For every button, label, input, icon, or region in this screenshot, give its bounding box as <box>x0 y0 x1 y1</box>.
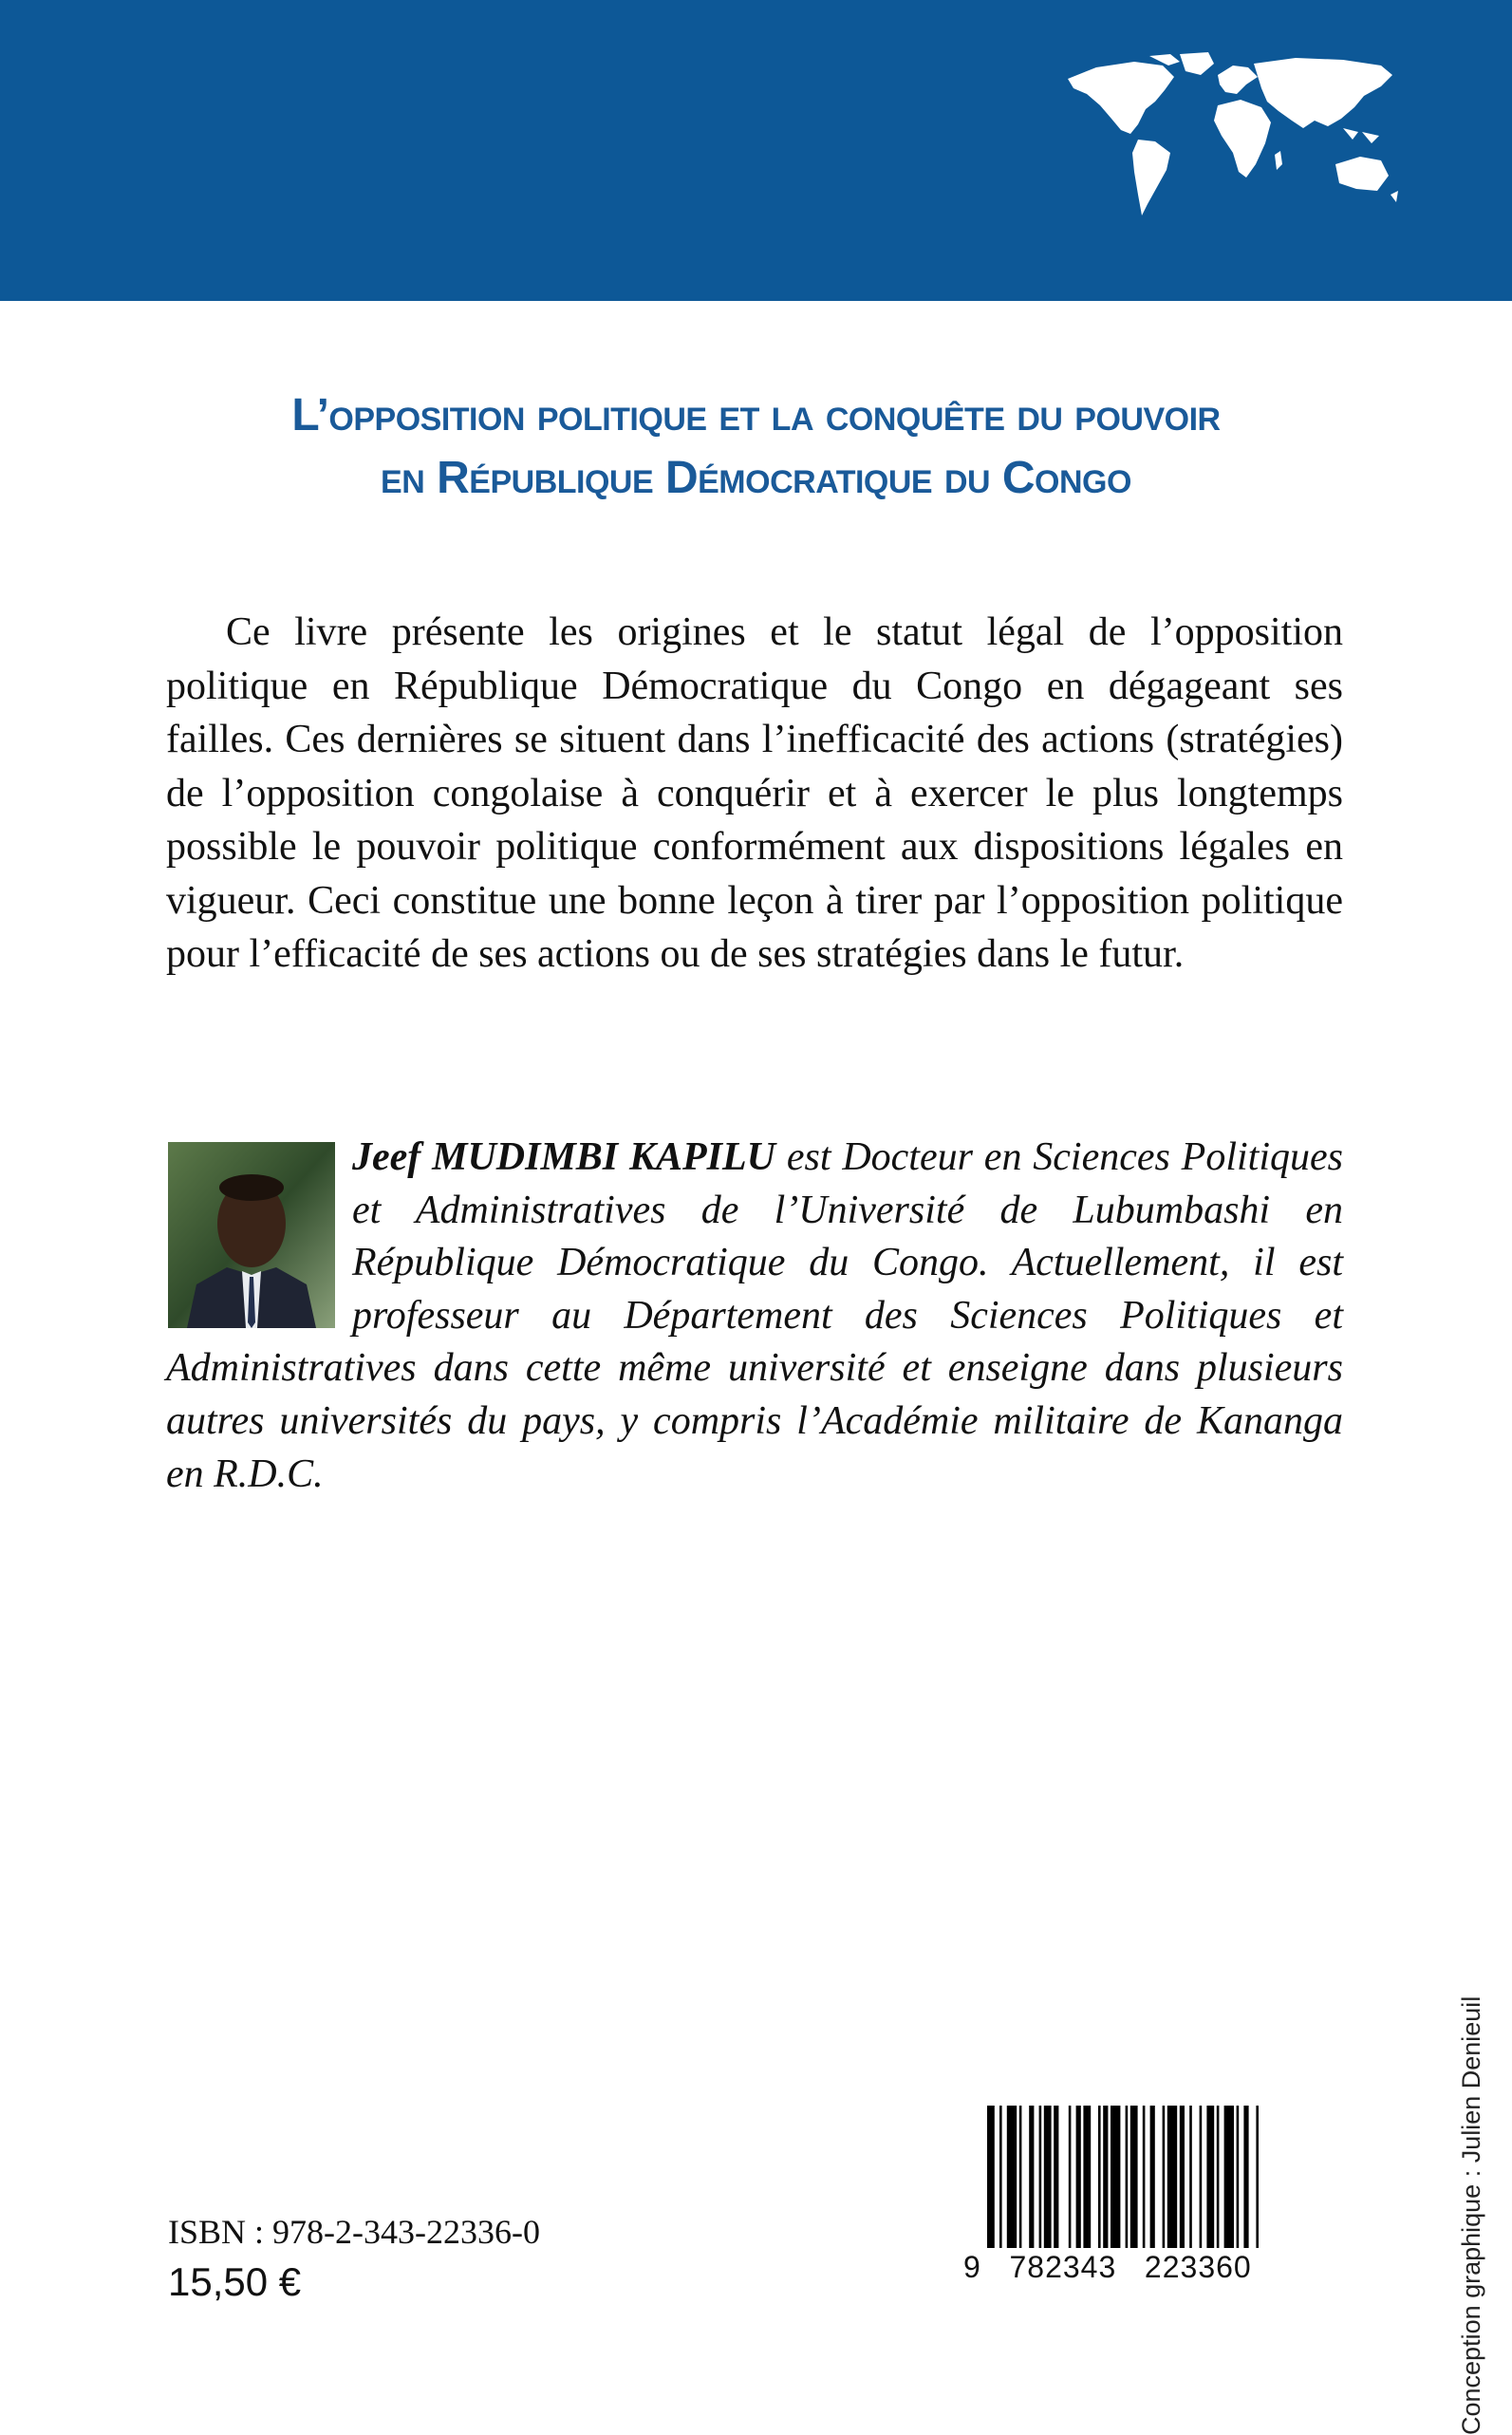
barcode-bar <box>1180 2106 1185 2248</box>
barcode-bar <box>1054 2106 1058 2248</box>
barcode-bar <box>1167 2106 1177 2248</box>
book-summary: Ce livre présente les origines et le statut légal de l’opposition politique en République Démocratique du Congo en dégageant ses failles. Ces dernières se situent dans l’inefficacité des actions (stratégies) de l’opposition congolaise à conquérir et à exercer le plus longtemps possible le pouvoir politique conformément aux dispositions légales en vigueur. Ceci constitue une bonne leçon à tirer par l’opposition politique pour l’efficacité de ses actions ou de ses stratégies dans le futur. <box>166 610 1343 976</box>
barcode-bar <box>1200 2106 1203 2248</box>
barcode-bar <box>1019 2106 1022 2248</box>
barcode-bar <box>1029 2106 1034 2248</box>
world-map-icon <box>1058 52 1400 233</box>
barcode-bar <box>1044 2106 1052 2248</box>
title-line-1: L’opposition politique et la conquête du pouvoir <box>291 390 1221 440</box>
barcode-digits: 9 782343 223360 <box>963 2250 1252 2284</box>
barcode-bar <box>1206 2106 1214 2248</box>
barcode-bar <box>1103 2106 1108 2248</box>
author-name: Jeef MUDIMBI KAPILU <box>352 1135 776 1179</box>
barcode-bar <box>1098 2106 1101 2248</box>
price: 15,50 € <box>168 2259 302 2304</box>
title-line-2: en République Démocratique du Congo <box>381 453 1131 503</box>
author-bio <box>166 1132 1343 1501</box>
barcode-bar <box>1007 2106 1017 2248</box>
barcode-bar <box>1150 2106 1155 2248</box>
barcode-bar <box>1126 2106 1129 2248</box>
barcode-bar <box>1143 2106 1146 2248</box>
barcode-bar <box>1224 2106 1234 2248</box>
barcode-bar <box>1217 2106 1220 2248</box>
barcode-bar <box>1243 2106 1248 2248</box>
barcode-bar <box>1130 2106 1138 2248</box>
barcode-bar <box>987 2106 995 2248</box>
barcode-bar <box>1069 2106 1072 2248</box>
barcode-bar <box>1039 2106 1042 2248</box>
book-title <box>0 384 1512 510</box>
barcode-bar <box>999 2106 1002 2248</box>
barcode-bar <box>1083 2106 1091 2248</box>
isbn-number: ISBN : 978-2-343-22336-0 <box>168 2213 540 2251</box>
top-band <box>0 0 1512 301</box>
design-credit: Conception graphique : Julien Denieuil <box>1457 1995 1485 2435</box>
barcode-bar <box>1163 2106 1166 2248</box>
barcode-bar <box>1076 2106 1081 2248</box>
barcode-bar <box>1189 2106 1192 2248</box>
barcode-bar <box>1237 2106 1240 2248</box>
barcode-bar <box>1111 2106 1120 2248</box>
isbn-barcode <box>987 2106 1300 2248</box>
author-bio-text: est Docteur en Sciences Politiques et Administratives de l’Université de Lubumbashi en République Démocratique du Congo. Actuellement, il est professeur au Département des Sciences Politiques et Administratives dans cette même université et enseigne dans plusieurs autres universités du pays, y compris l’Académie militaire de Kananga en R.D.C. <box>166 1135 1344 1496</box>
barcode-bar <box>1256 2106 1259 2248</box>
